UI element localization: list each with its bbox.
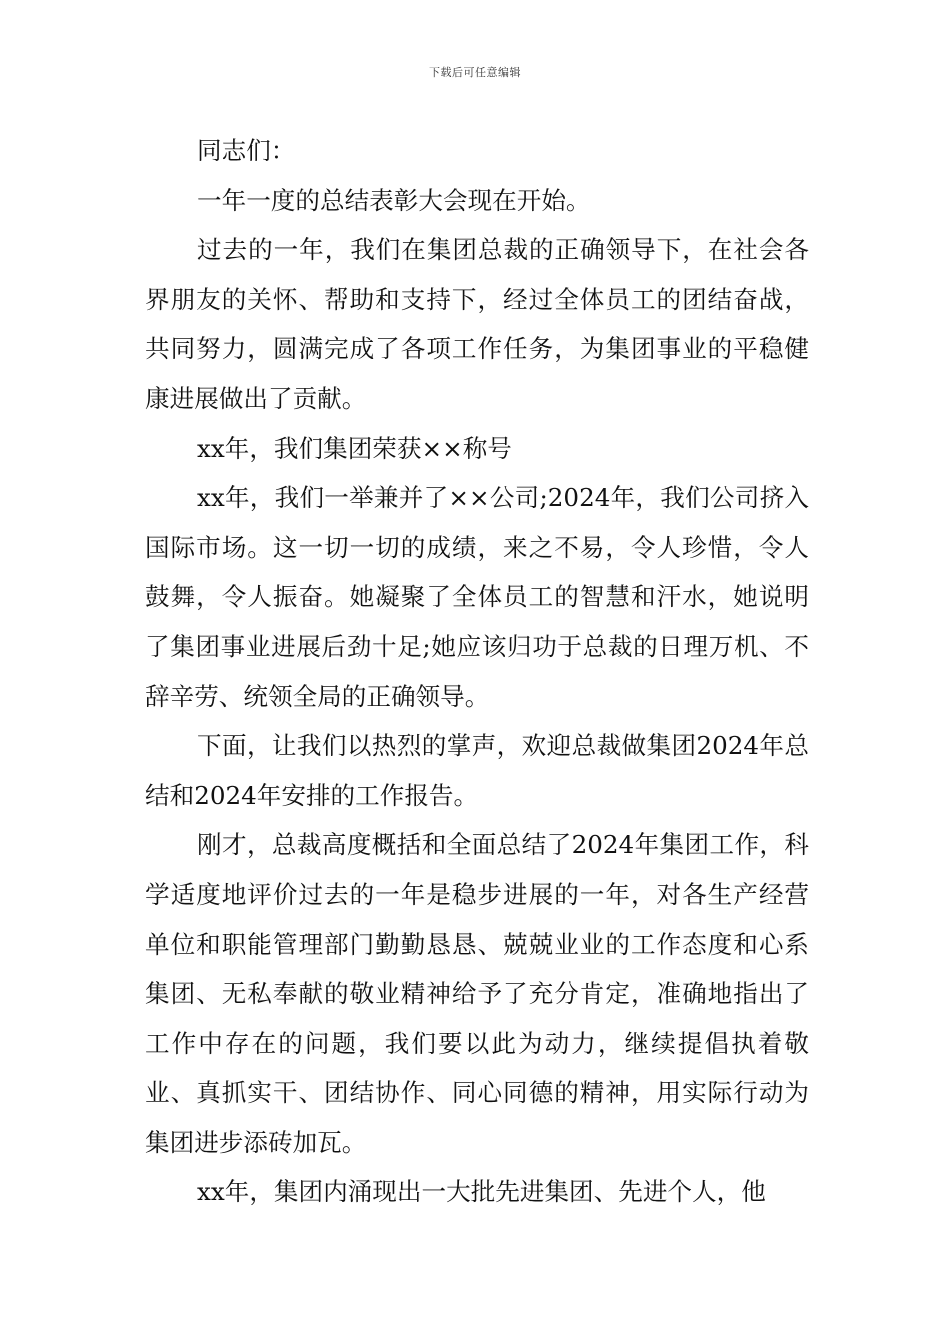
review-paragraph: 过去的一年，我们在集团总裁的正确领导下，在社会各界朋友的关怀、帮助和支持下，经过全体员工的团结奋战，共同努力，圆满完成了各项工作任务，为集团事业的平稳健康进展做出了贡献。 xyxy=(145,235,809,413)
advanced-units-paragraph: xx年，集团内涌现出一大批先进集团、先进个人，他 xyxy=(197,1177,766,1207)
welcome-paragraph: 下面，让我们以热烈的掌声，欢迎总裁做集团2024年总结和2024年安排的工作报告。 xyxy=(145,731,809,810)
header-note: 下载后可任意编辑 xyxy=(429,66,521,79)
summary-paragraph: 刚才，总裁高度概括和全面总结了2024年集团工作，科学适度地评价过去的一年是稳步进展的一年，对各生产经营单位和职能管理部门勤勤恳恳、兢兢业业的工作态度和心系集团、无私奉献的敬业精神给予了充分肯定，准确地指出了工作中存在的问题，我们要以此为动力，继续提倡执着敬业、真抓实干、团结协作、同心同德的精神，用实际行动为集团进步添砖加瓦。 xyxy=(145,830,809,1157)
achievements-paragraph: xx年，我们一举兼并了××公司;2024年，我们公司挤入国际市场。这一切一切的成绩，来之不易，令人珍惜，令人鼓舞，令人振奋。她凝聚了全体员工的智慧和汗水，她说明了集团事业进展后劲十足;她应该归功于总裁的日理万机、不辞辛劳、统领全局的正确领导。 xyxy=(145,483,809,711)
document-body xyxy=(145,126,809,1217)
honor-paragraph: xx年，我们集团荣获××称号 xyxy=(197,433,512,463)
salutation-paragraph: 同志们： xyxy=(197,136,296,165)
opening-paragraph: 一年一度的总结表彰大会现在开始。 xyxy=(197,185,591,215)
